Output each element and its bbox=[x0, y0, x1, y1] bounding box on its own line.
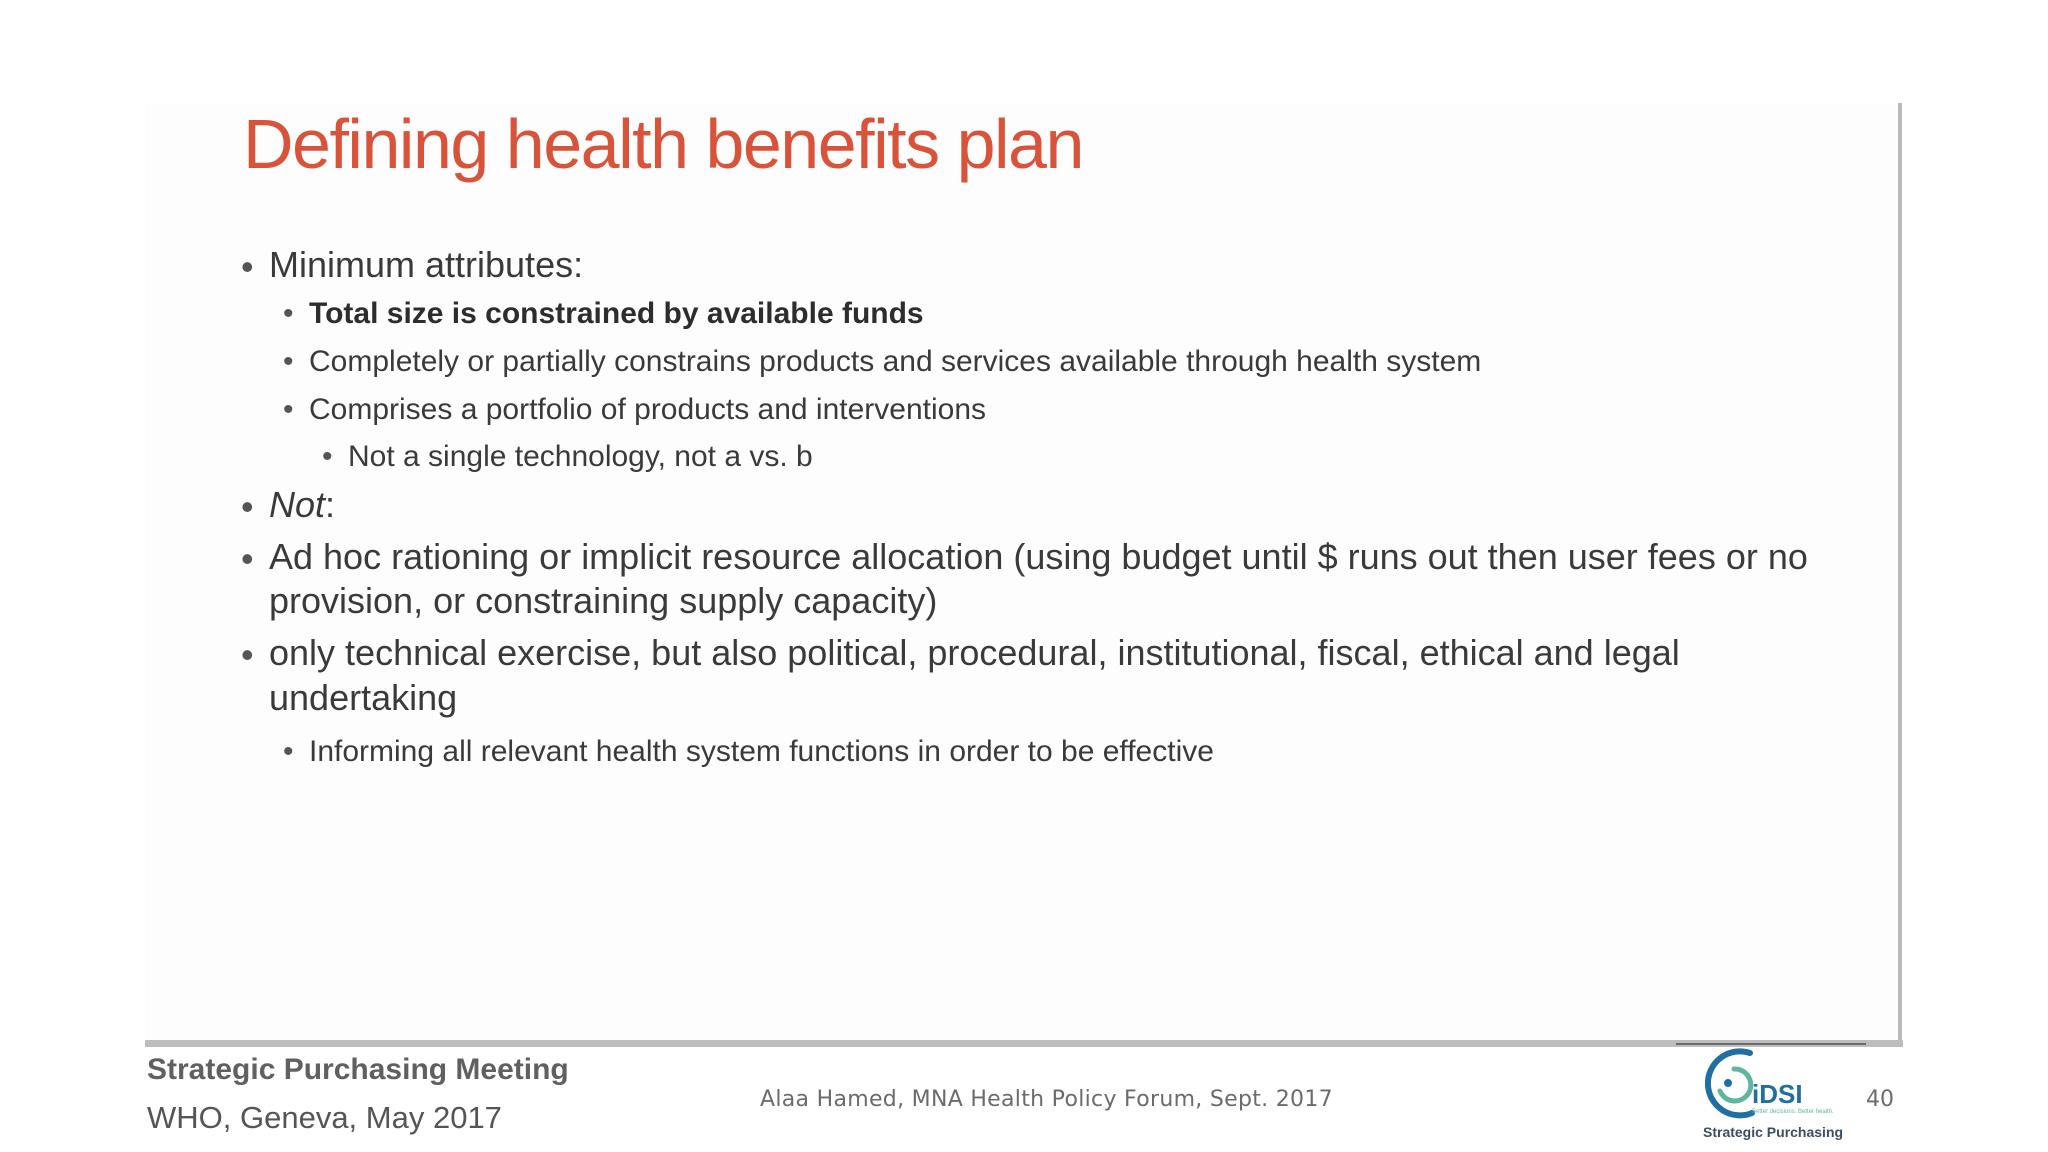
bullet-informing-functions: Informing all relevant health system functions in order to be effective bbox=[309, 735, 1214, 768]
bullet-dot: • bbox=[283, 735, 294, 768]
logo-caption: Strategic Purchasing bbox=[1703, 1124, 1844, 1140]
meeting-place: WHO, Geneva, May 2017 bbox=[147, 1100, 502, 1135]
logo-text: iDSI bbox=[1752, 1079, 1803, 1109]
bullet-dot: • bbox=[241, 486, 254, 527]
slide-title: Defining health benefits plan bbox=[243, 105, 1083, 183]
bullet-dot: • bbox=[283, 345, 294, 378]
page-number: 40 bbox=[1866, 1087, 1894, 1112]
bullet-not-italic: Not bbox=[269, 484, 326, 525]
bullet-dot: • bbox=[241, 246, 254, 287]
bullet-not-colon: : bbox=[325, 484, 336, 525]
bullet-portfolio: Comprises a portfolio of products and interventions bbox=[309, 393, 987, 426]
bullet-not bbox=[269, 482, 335, 527]
bullet-constrains-products: Completely or partially constrains products and services available through health system bbox=[309, 345, 1482, 378]
bullet-not-single-technology: Not a single technology, not a vs. b bbox=[348, 440, 813, 473]
bullet-total-size: Total size is constrained by available funds bbox=[309, 297, 924, 330]
footer-divider bbox=[145, 1040, 1903, 1047]
bullet-ad-hoc-line1: Ad hoc rationing or implicit resource allocation (using budget until $ runs out then user fees or no bbox=[269, 536, 1808, 577]
meeting-title: Strategic Purchasing Meeting bbox=[147, 1053, 569, 1086]
bullet-dot: • bbox=[322, 440, 333, 473]
slide-right-edge bbox=[1898, 103, 1902, 1047]
bullet-dot: • bbox=[241, 634, 254, 675]
bullet-minimum-attributes: Minimum attributes: bbox=[269, 244, 584, 285]
bullet-ad-hoc-line2: provision, or constraining supply capacity) bbox=[269, 580, 938, 621]
bullet-dot: • bbox=[241, 538, 254, 579]
footer-divider-accent bbox=[1676, 1043, 1866, 1045]
bullet-technical-exercise-line1: only technical exercise, but also political, procedural, institutional, fiscal, ethical and legal bbox=[269, 632, 1680, 673]
bullet-dot: • bbox=[283, 297, 294, 330]
presenter-credit: Alaa Hamed, MNA Health Policy Forum, Sept. 2017 bbox=[760, 1087, 1333, 1112]
logo-tagline: Better decisions. Better health. bbox=[1752, 1109, 1834, 1115]
bullet-technical-exercise-line2: undertaking bbox=[269, 677, 458, 718]
bullet-dot: • bbox=[283, 393, 294, 426]
